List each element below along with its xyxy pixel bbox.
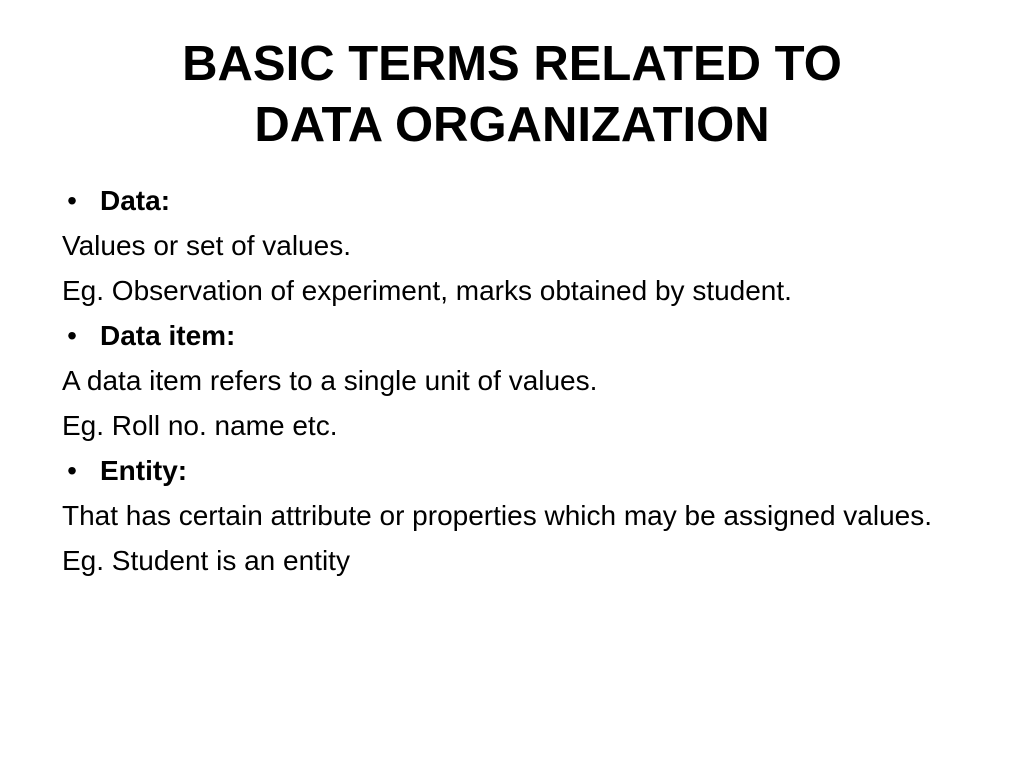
title-line-1: BASIC TERMS RELATED TO: [182, 37, 842, 91]
bullet-icon: •: [67, 185, 77, 216]
bullet-item-data: [62, 183, 982, 219]
slide-title: [60, 34, 964, 156]
example-text: Eg. Roll no. name etc.: [62, 410, 338, 441]
slide-body: [62, 183, 982, 588]
term-label: Entity:: [100, 455, 188, 486]
bullet-icon: •: [67, 455, 77, 486]
term-label: Data:: [100, 185, 171, 216]
definition-text: That has certain attribute or properties which may be assigned values.: [62, 500, 933, 531]
bullet-icon: •: [67, 320, 77, 351]
example-text: Eg. Observation of experiment, marks obtained by student.: [62, 275, 792, 306]
example-text: Eg. Student is an entity: [62, 545, 350, 576]
title-line-2: DATA ORGANIZATION: [254, 98, 770, 152]
definition-text: A data item refers to a single unit of values.: [62, 365, 598, 396]
bullet-item-data-item: [62, 318, 982, 354]
term-label: Data item:: [100, 320, 236, 351]
bullet-item-entity: [62, 453, 982, 489]
definition-text: Values or set of values.: [62, 230, 351, 261]
